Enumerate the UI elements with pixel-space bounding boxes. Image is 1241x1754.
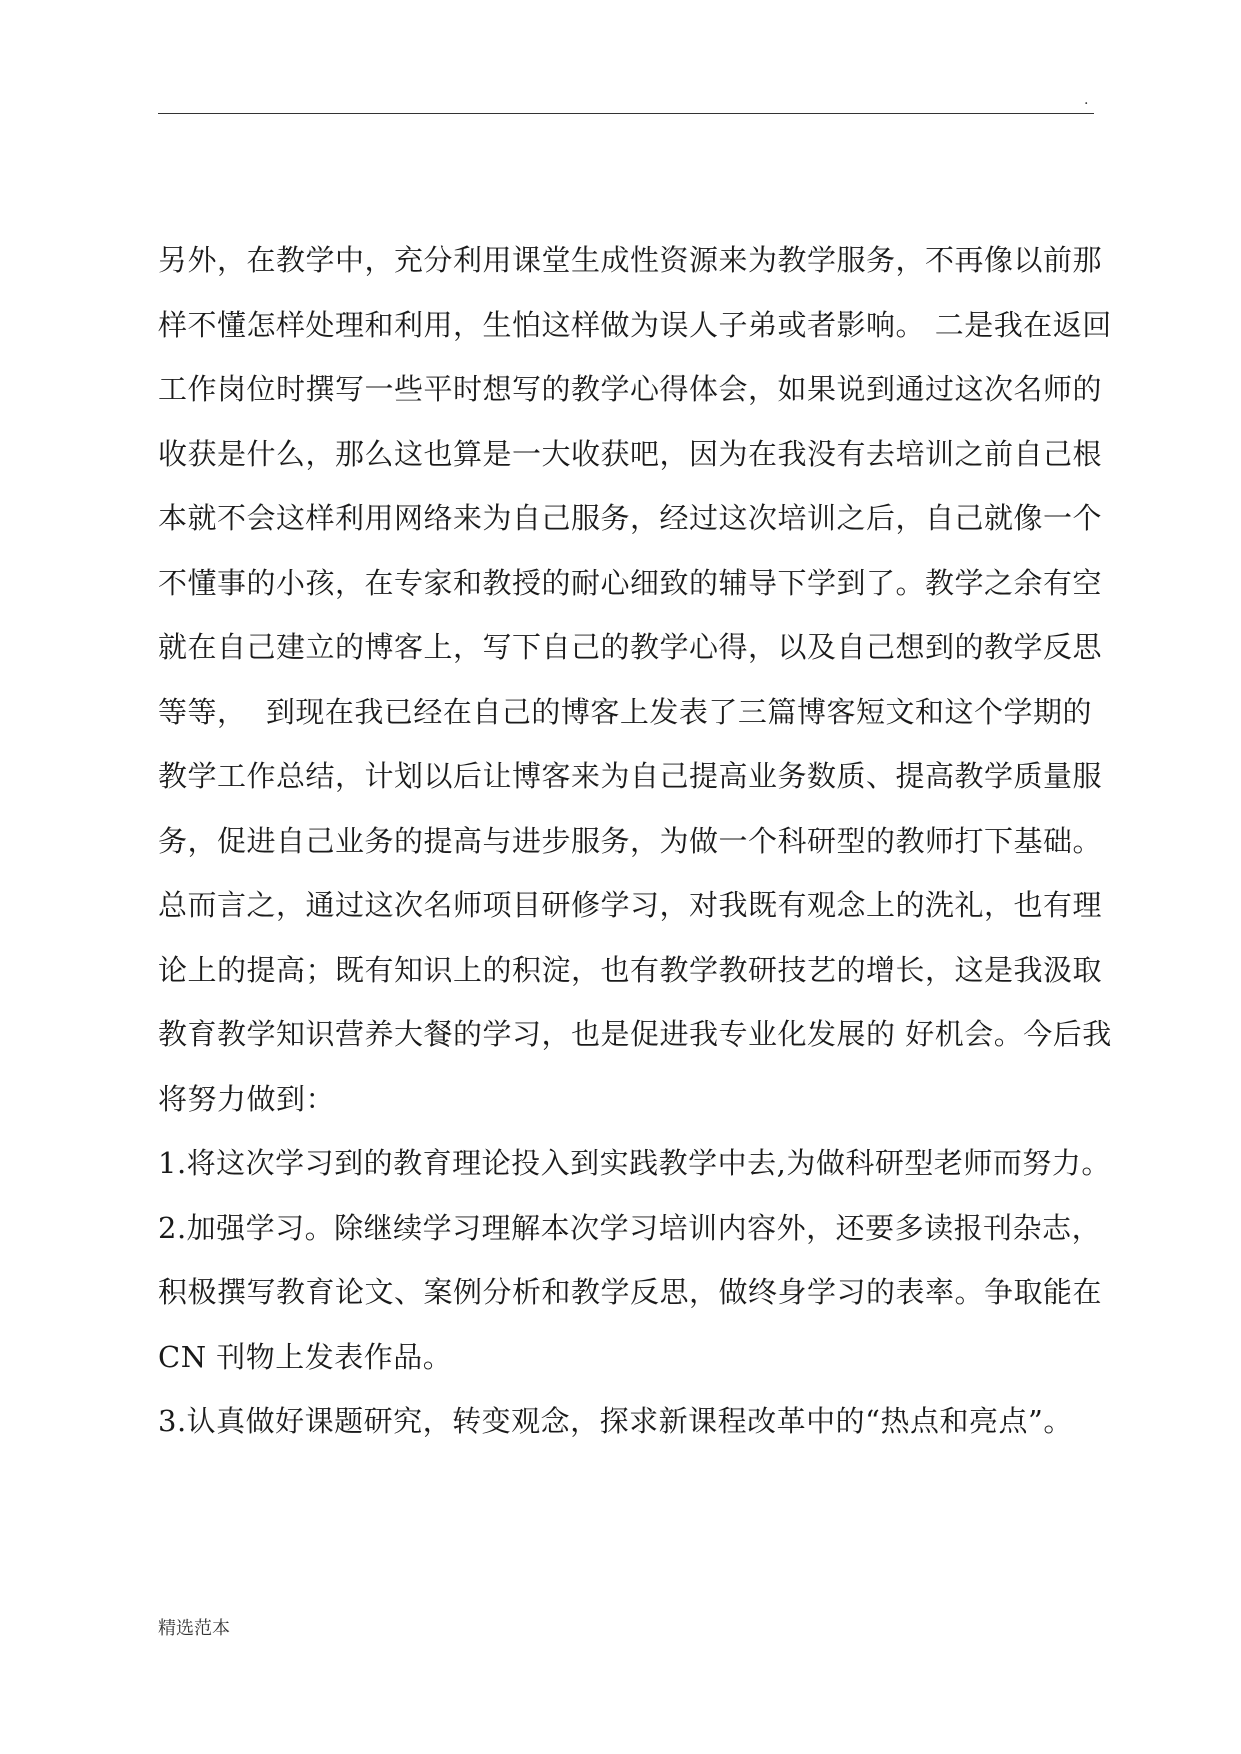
paragraph-line-3: 工作岗位时撰写一些平时想写的教学心得体会，如果说到通过这次名师的 xyxy=(158,372,1103,406)
header-rule xyxy=(158,113,1094,114)
paragraph-line-1: 另外，在教学中，充分利用课堂生成性资源来为教学服务，不再像以前那 xyxy=(158,243,1103,277)
paragraph-line-7: 就在自己建立的博客上，写下自己的教学心得，以及自己想到的教学反思 xyxy=(158,630,1103,664)
paragraph-line-13: 教育教学知识营养大餐的学习，也是促进我专业化发展的 好机会。今后我 xyxy=(158,1017,1112,1051)
paragraph-line-9: 教学工作总结，计划以后让博客来为自己提高业务数质、提高教学质量服 xyxy=(158,759,1103,793)
list-item-2-line-1: 2.加强学习。除继续学习理解本次学习培训内容外，还要多读报刊杂志， xyxy=(158,1210,1102,1245)
header-mark: . xyxy=(1084,92,1089,108)
document-body xyxy=(158,228,1120,1454)
paragraph-line-11: 总而言之，通过这次名师项目研修学习，对我既有观念上的洗礼，也有理 xyxy=(158,888,1103,922)
list-item-2-line-2: 积极撰写教育论文、案例分析和教学反思，做终身学习的表率。争取能在 xyxy=(158,1275,1103,1309)
paragraph-line-2: 样不懂怎样处理和利用，生怕这样做为误人子弟或者影响。 二是我在返回 xyxy=(158,307,1112,342)
list-item-1: 1.将这次学习到的教育理论投入到实践教学中去,为做科研型老师而努力。 xyxy=(158,1146,1111,1180)
footer-label: 精选范本 xyxy=(158,1618,230,1639)
paragraph-line-4: 收获是什么，那么这也算是一大收获吧，因为在我没有去培训之前自己根 xyxy=(158,436,1103,471)
list-item-2-line-3: CN 刊物上发表作品。 xyxy=(158,1339,453,1374)
paragraph-line-14: 将努力做到： xyxy=(158,1081,336,1116)
paragraph-line-5: 本就不会这样利用网络来为自己服务，经过这次培训之后，自己就像一个 xyxy=(158,501,1103,535)
paragraph-line-12: 论上的提高；既有知识上的积淀，也有教学教研技艺的增长，这是我汲取 xyxy=(158,952,1103,987)
paragraph-line-10: 务，促进自己业务的提高与进步服务，为做一个科研型的教师打下基础。 xyxy=(158,823,1103,858)
paragraph-line-8: 等等， 到现在我已经在自己的博客上发表了三篇博客短文和这个学期的 xyxy=(158,694,1092,729)
paragraph-line-6: 不懂事的小孩，在专家和教授的耐心细致的辅导下学到了。教学之余有空 xyxy=(158,565,1103,600)
list-item-3: 3.认真做好课题研究，转变观念，探求新课程改革中的“热点和亮点”。 xyxy=(158,1404,1073,1438)
